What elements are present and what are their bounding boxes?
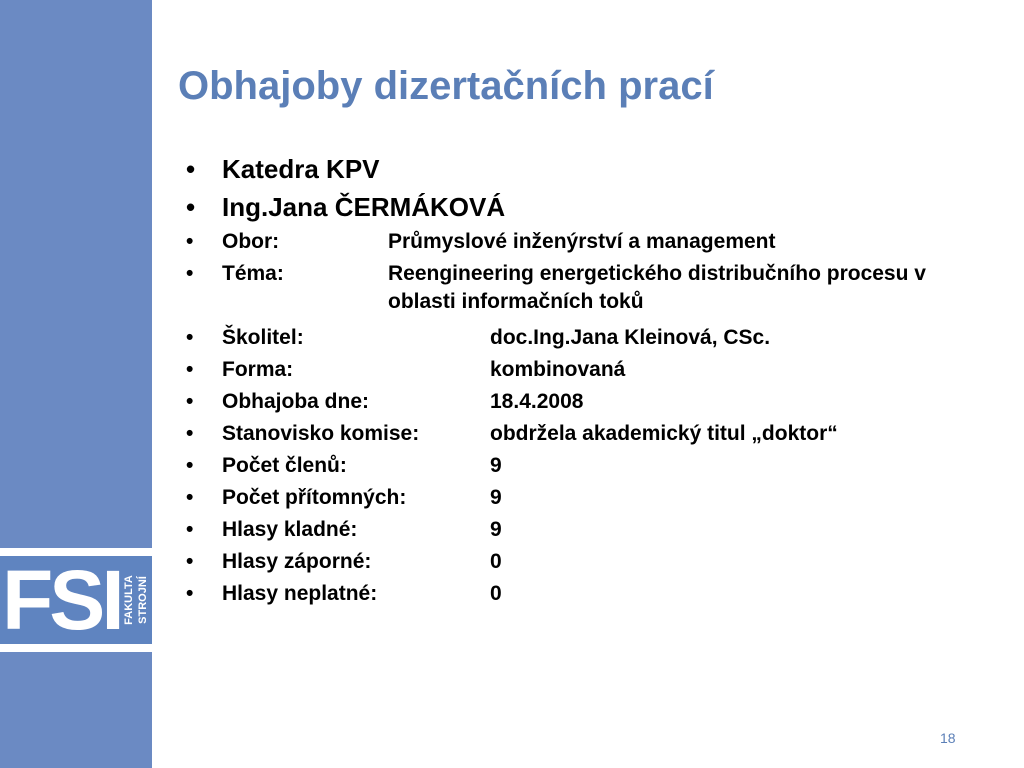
- page-number: 18: [940, 730, 956, 746]
- list-item: [186, 258, 976, 322]
- bullet-icon: •: [186, 422, 194, 445]
- list-item: [186, 354, 976, 386]
- list-item: [186, 188, 976, 226]
- list-item: [186, 546, 976, 578]
- slide-title: Obhajoby dizertačních prací: [178, 64, 714, 108]
- bullet-list: [186, 150, 976, 610]
- list-item: [186, 450, 976, 482]
- bullet-icon: •: [186, 550, 194, 573]
- bullet-icon: •: [186, 390, 194, 413]
- item-value: 0: [490, 550, 502, 573]
- logo-letters: FSI: [2, 556, 121, 644]
- bullet-icon: •: [186, 358, 194, 381]
- logo-subtitle-line1: FAKULTA: [123, 575, 135, 625]
- item-value: Reengineering energetického distribučního procesu v oblasti informačních toků: [388, 262, 926, 313]
- item-label: Počet přítomných:: [222, 486, 407, 509]
- item-label: Hlasy záporné:: [222, 550, 372, 573]
- item-value: 9: [490, 486, 502, 509]
- list-item: [186, 226, 976, 258]
- item-value: 9: [490, 454, 502, 477]
- logo-subtitle-block: [122, 556, 152, 644]
- item-value: 0: [490, 582, 502, 605]
- item-label: Obor:: [222, 230, 280, 253]
- bullet-icon: •: [186, 518, 194, 541]
- item-value: doc.Ing.Jana Kleinová, CSc.: [490, 326, 771, 349]
- fsi-logo-mark: [0, 556, 122, 644]
- logo-subtitle-line2: STROJNÍ: [137, 576, 149, 624]
- list-item: [186, 322, 976, 354]
- item-value: 18.4.2008: [490, 390, 584, 413]
- bullet-icon: •: [186, 262, 194, 285]
- item-value: 9: [490, 518, 502, 541]
- fsi-logo: [0, 548, 152, 652]
- bullet-icon: •: [186, 230, 194, 253]
- list-item: [186, 150, 976, 188]
- list-item: [186, 418, 976, 450]
- item-label: Počet členů:: [222, 454, 347, 477]
- bullet-icon: •: [186, 192, 196, 222]
- list-item: [186, 386, 976, 418]
- item-label: Školitel:: [222, 326, 304, 349]
- bullet-icon: •: [186, 326, 194, 349]
- candidate-name: Ing.Jana ČERMÁKOVÁ: [222, 192, 506, 222]
- logo-subtitle: [122, 556, 152, 644]
- item-label: Hlasy kladné:: [222, 518, 358, 541]
- bullet-icon: •: [186, 154, 196, 184]
- sidebar-band: [0, 0, 152, 768]
- item-value: Průmyslové inženýrství a management: [388, 230, 776, 253]
- item-label: Téma:: [222, 262, 284, 285]
- list-item: [186, 578, 976, 610]
- bullet-icon: •: [186, 454, 194, 477]
- bullet-icon: •: [186, 582, 194, 605]
- item-label: Obhajoba dne:: [222, 390, 369, 413]
- item-value: kombinovaná: [490, 358, 626, 381]
- bullet-icon: •: [186, 486, 194, 509]
- item-label: Stanovisko komise:: [222, 422, 420, 445]
- list-item: [186, 482, 976, 514]
- department: Katedra KPV: [222, 154, 380, 184]
- item-value: obdržela akademický titul „doktor“: [490, 422, 838, 445]
- item-label: Forma:: [222, 358, 294, 381]
- item-label: Hlasy neplatné:: [222, 582, 378, 605]
- list-item: [186, 514, 976, 546]
